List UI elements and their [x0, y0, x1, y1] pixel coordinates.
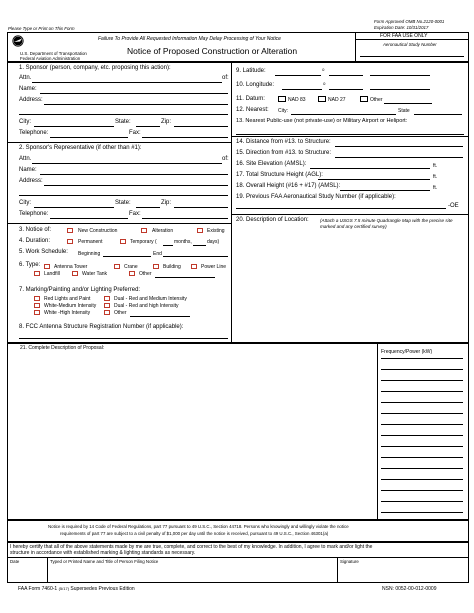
rep-heading: 2. Sponsor's Representative (if other than #1):	[19, 145, 142, 151]
rep-of-label: of:	[222, 156, 229, 162]
antenna-tower-label: Antenna Tower	[54, 264, 88, 270]
longitude-min-field[interactable]	[329, 89, 363, 90]
fcc-field[interactable]	[19, 338, 228, 339]
fcc-heading: 8. FCC Antenna Structure Registration Number (if applicable):	[19, 324, 184, 330]
total-height-field[interactable]	[318, 179, 430, 180]
rep-telephone-field[interactable]	[50, 218, 128, 219]
direction-field[interactable]	[335, 157, 463, 158]
type-other-checkbox[interactable]	[129, 271, 135, 276]
form-revision: (5/17)	[58, 586, 70, 591]
alteration-checkbox[interactable]	[141, 228, 147, 233]
type-or-print-note: Please Type or Print on This Form	[8, 26, 75, 31]
marking-6-label: Other	[114, 310, 127, 316]
temporary-checkbox[interactable]	[120, 239, 126, 244]
faa-use-only: FOR FAA USE ONLY	[380, 33, 428, 39]
total-height-label: 17. Total Structure Height (AGL):	[236, 172, 323, 178]
power-line-checkbox[interactable]	[191, 264, 197, 269]
date-field[interactable]	[9, 565, 45, 581]
frequency-grid-line	[381, 369, 463, 370]
nad27-label: NAD 27	[328, 97, 346, 103]
frequency-grid-line	[381, 512, 463, 513]
rep-name-label: Name:	[19, 167, 37, 173]
telephone-label: Telephone:	[19, 130, 49, 136]
frequency-grid-line	[381, 457, 463, 458]
certify-line-2: structure in accordance with established marking & lighting standards as necessary.	[10, 550, 196, 556]
crane-checkbox[interactable]	[114, 264, 120, 269]
frequency-grid-line	[381, 413, 463, 414]
frequency-grid-line	[381, 358, 463, 359]
proposal-label: 21. Complete Description of Proposal:	[20, 345, 105, 351]
overall-height-field[interactable]	[340, 190, 430, 191]
beginning-field[interactable]	[103, 256, 151, 257]
datum-other-field[interactable]	[384, 103, 432, 104]
location-label: 20. Description of Location:	[236, 217, 309, 223]
nearest-label: 12. Nearest:	[236, 107, 269, 113]
crane-label: Crane	[124, 264, 138, 270]
study-number-label: Aeronautical Study Number	[383, 42, 437, 47]
notice-line-1: Notice is required by 14 Code of Federal Regulations, part 77 pursuant to 49 U.S.C., Section 44718. Persons who knowingly and willingly violate the notice	[48, 524, 349, 529]
latitude-deg-symbol: o	[322, 67, 325, 72]
power-line-label: Power Line	[201, 264, 227, 270]
frequency-grid-line	[381, 424, 463, 425]
duration-label: 4. Duration:	[19, 238, 51, 244]
marking-5-label: White -High Intensity	[44, 310, 91, 316]
latitude-label: 9. Latitude:	[236, 68, 266, 74]
city-field[interactable]	[34, 126, 114, 127]
rep-name-field[interactable]	[40, 174, 228, 175]
city-label: City:	[19, 119, 31, 125]
frequency-grid-line	[381, 435, 463, 436]
rep-fax-label: Fax:	[129, 211, 141, 217]
marking-6-checkbox[interactable]	[104, 310, 110, 315]
longitude-deg-field[interactable]	[282, 89, 322, 90]
antenna-tower-checkbox[interactable]	[44, 264, 50, 269]
address-field-2[interactable]	[19, 114, 228, 115]
new-construction-label: New Construction	[78, 228, 118, 234]
zip-field[interactable]	[174, 126, 228, 127]
previous-study-label: 19. Previous FAA Aeronautical Study Number (if applicable):	[236, 194, 396, 200]
notice-of-label: 3. Notice of:	[19, 227, 52, 233]
overall-height-label: 18. Overall Height (#16 + #17) (AMSL):	[236, 183, 341, 189]
date-label: Date	[10, 559, 20, 564]
supersedes-text: Supersedes Previous Edition	[70, 586, 135, 592]
permanent-label: Permanent	[78, 239, 103, 245]
rep-fax-field[interactable]	[142, 218, 228, 219]
days-field[interactable]	[193, 245, 206, 246]
end-label: End	[153, 251, 162, 257]
name-field[interactable]	[40, 93, 228, 94]
name-label: Name:	[19, 86, 37, 92]
dept-name: U.S. Department of Transportation	[20, 51, 87, 56]
marking-2-label: Dual - Red and Medium Intensity	[114, 296, 187, 302]
nad83-label: NAD 83	[288, 97, 306, 103]
rep-state-label: State:	[115, 200, 131, 206]
end-field[interactable]	[163, 256, 228, 257]
site-elevation-label: 16. Site Elevation (AMSL):	[236, 161, 307, 167]
marking-4-checkbox[interactable]	[104, 303, 110, 308]
omb-number: Form Approved OMB No.2120-0001	[374, 19, 445, 24]
marking-other-field[interactable]	[130, 316, 190, 317]
nad27-checkbox[interactable]	[318, 96, 326, 102]
months-label: months,	[174, 239, 192, 245]
marking-2-checkbox[interactable]	[104, 296, 110, 301]
site-elevation-field[interactable]	[310, 168, 430, 169]
frequency-grid-line	[381, 490, 463, 491]
rep-attn-field[interactable]	[32, 163, 222, 164]
nad83-checkbox[interactable]	[278, 96, 286, 102]
typed-name-label: Typed or Printed Name and Title of Person Filing Notice	[50, 559, 159, 564]
fax-field[interactable]	[142, 137, 228, 138]
landfill-label: Landfill	[44, 271, 60, 277]
expiration-date: Expiration Date: 10/31/2017	[374, 25, 429, 30]
distance-label: 14. Distance from #13. to Structure:	[236, 139, 331, 145]
water-tank-checkbox[interactable]	[72, 271, 78, 276]
longitude-deg-symbol: o	[323, 81, 326, 86]
beginning-label: Beginning	[78, 251, 101, 257]
form-title: Notice of Proposed Construction or Alteration	[127, 46, 298, 56]
state-field[interactable]	[136, 126, 160, 127]
signature-label: Signature	[340, 559, 359, 564]
location-note: (Attach a USGS 7.5 minute Quadrangle Map with the precise site marked and any certified survey)	[320, 218, 453, 230]
frequency-grid-line	[381, 501, 463, 502]
rep-attn-label: Attn.	[19, 156, 32, 162]
notice-line-2: requirements of part 77 are subject to a civil penalty of $1,000 per day until the notice is received, pursuant to 49 U.S.C., Section 46301(a)	[60, 531, 329, 536]
marking-5-checkbox[interactable]	[34, 310, 40, 315]
building-checkbox[interactable]	[153, 264, 159, 269]
rep-state-field[interactable]	[136, 207, 160, 208]
permanent-checkbox[interactable]	[67, 239, 73, 244]
marking-1-checkbox[interactable]	[34, 296, 40, 301]
marking-3-checkbox[interactable]	[34, 303, 40, 308]
alteration-label: Alteration	[152, 228, 174, 234]
rep-telephone-label: Telephone:	[19, 211, 49, 217]
dot-logo-icon	[12, 34, 24, 46]
failure-warning: Failure To Provide All Requested Information May Delay Processing of Your Notice	[98, 36, 281, 42]
attn-label: Attn.	[19, 75, 32, 81]
latitude-min-field[interactable]	[329, 75, 363, 76]
frequency-grid-line	[381, 446, 463, 447]
longitude-label: 10. Longitude:	[236, 82, 275, 88]
existing-checkbox[interactable]	[197, 228, 203, 233]
distance-field[interactable]	[335, 146, 463, 147]
typed-name-field[interactable]	[49, 565, 335, 581]
attn-field[interactable]	[32, 82, 222, 83]
type-other-label: Other	[139, 271, 152, 277]
telephone-field[interactable]	[50, 137, 128, 138]
of-label: of:	[222, 75, 229, 81]
work-schedule-label: 5. Work Schedule:	[19, 249, 68, 255]
months-field[interactable]	[163, 245, 173, 246]
longitude-sec-field[interactable]	[370, 89, 430, 90]
certify-line-1: I hereby certify that all of the above statements made by me are true, complete, and correct to the best of my knowledge. In addition, I agree to mark and/or light the	[10, 544, 373, 550]
sponsor-heading: 1. Sponsor (person, company, etc. proposing this action):	[19, 65, 171, 71]
overall-height-ft: ft.	[433, 185, 438, 191]
rep-address-field-1[interactable]	[44, 185, 228, 186]
marking-1-label: Red Lights and Paint	[44, 296, 91, 302]
frequency-grid-line	[381, 380, 463, 381]
previous-study-field[interactable]	[236, 208, 446, 209]
type-other-field[interactable]	[155, 277, 215, 278]
type-label: 6. Type:	[19, 262, 41, 268]
zip-label: Zip:	[161, 119, 172, 125]
rep-city-field[interactable]	[34, 207, 114, 208]
nearest-state-label: State	[398, 108, 410, 114]
nearest-airport-label: 13. Nearest Public-use (not private-use) or Military Airport or Heliport:	[236, 118, 408, 124]
rep-address-field-2[interactable]	[19, 195, 228, 196]
direction-label: 15. Direction from #13. to Structure:	[236, 150, 332, 156]
frequency-grid-line	[381, 468, 463, 469]
nearest-city-label: City:	[278, 108, 288, 114]
rep-zip-label: Zip:	[161, 200, 172, 206]
address-label: Address:	[19, 97, 43, 103]
form-number-text: FAA Form 7460-1	[18, 586, 58, 592]
water-tank-label: Water Tank	[82, 271, 108, 277]
state-label: State:	[115, 119, 131, 125]
datum-other-label: Other	[370, 97, 383, 103]
address-field-1[interactable]	[44, 104, 228, 105]
fax-label: Fax:	[129, 130, 141, 136]
form-number	[18, 586, 135, 592]
nearest-state-field[interactable]	[414, 114, 462, 115]
marking-heading: 7. Marking/Painting and/or Lighting Preferred:	[19, 287, 141, 293]
signature-field[interactable]	[339, 565, 467, 581]
datum-label: 11. Datum:	[236, 96, 265, 102]
nearest-city-field[interactable]	[291, 114, 396, 115]
marking-3-label: White-Medium Intensity	[44, 303, 97, 309]
latitude-sec-field[interactable]	[370, 75, 430, 76]
days-label: days)	[207, 239, 220, 245]
frequency-grid-line	[381, 402, 463, 403]
marking-4-label: Dual - Red and high Intensity	[114, 303, 179, 309]
agency-name: Federal Aviation Administration	[20, 56, 81, 61]
rep-zip-field[interactable]	[174, 207, 228, 208]
building-label: Building	[163, 264, 181, 270]
latitude-deg-field[interactable]	[275, 75, 321, 76]
total-height-ft: ft.	[433, 174, 438, 180]
frequency-grid-line	[381, 391, 463, 392]
site-elevation-ft: ft.	[433, 163, 438, 169]
existing-label: Existing	[207, 228, 225, 234]
temporary-label: Temporary (	[130, 239, 157, 245]
nearest-airport-field[interactable]	[236, 134, 464, 135]
nsn-number: NSN: 0052-00-012-0009	[382, 586, 437, 592]
frequency-header: Frequency/Power (kW)	[381, 349, 433, 355]
landfill-checkbox[interactable]	[34, 271, 40, 276]
new-construction-checkbox[interactable]	[67, 228, 73, 233]
frequency-grid-line	[381, 479, 463, 480]
rep-address-label: Address:	[19, 178, 43, 184]
datum-other-checkbox[interactable]	[360, 96, 368, 102]
oe-suffix: -OE	[448, 203, 459, 209]
rep-city-label: City:	[19, 200, 31, 206]
